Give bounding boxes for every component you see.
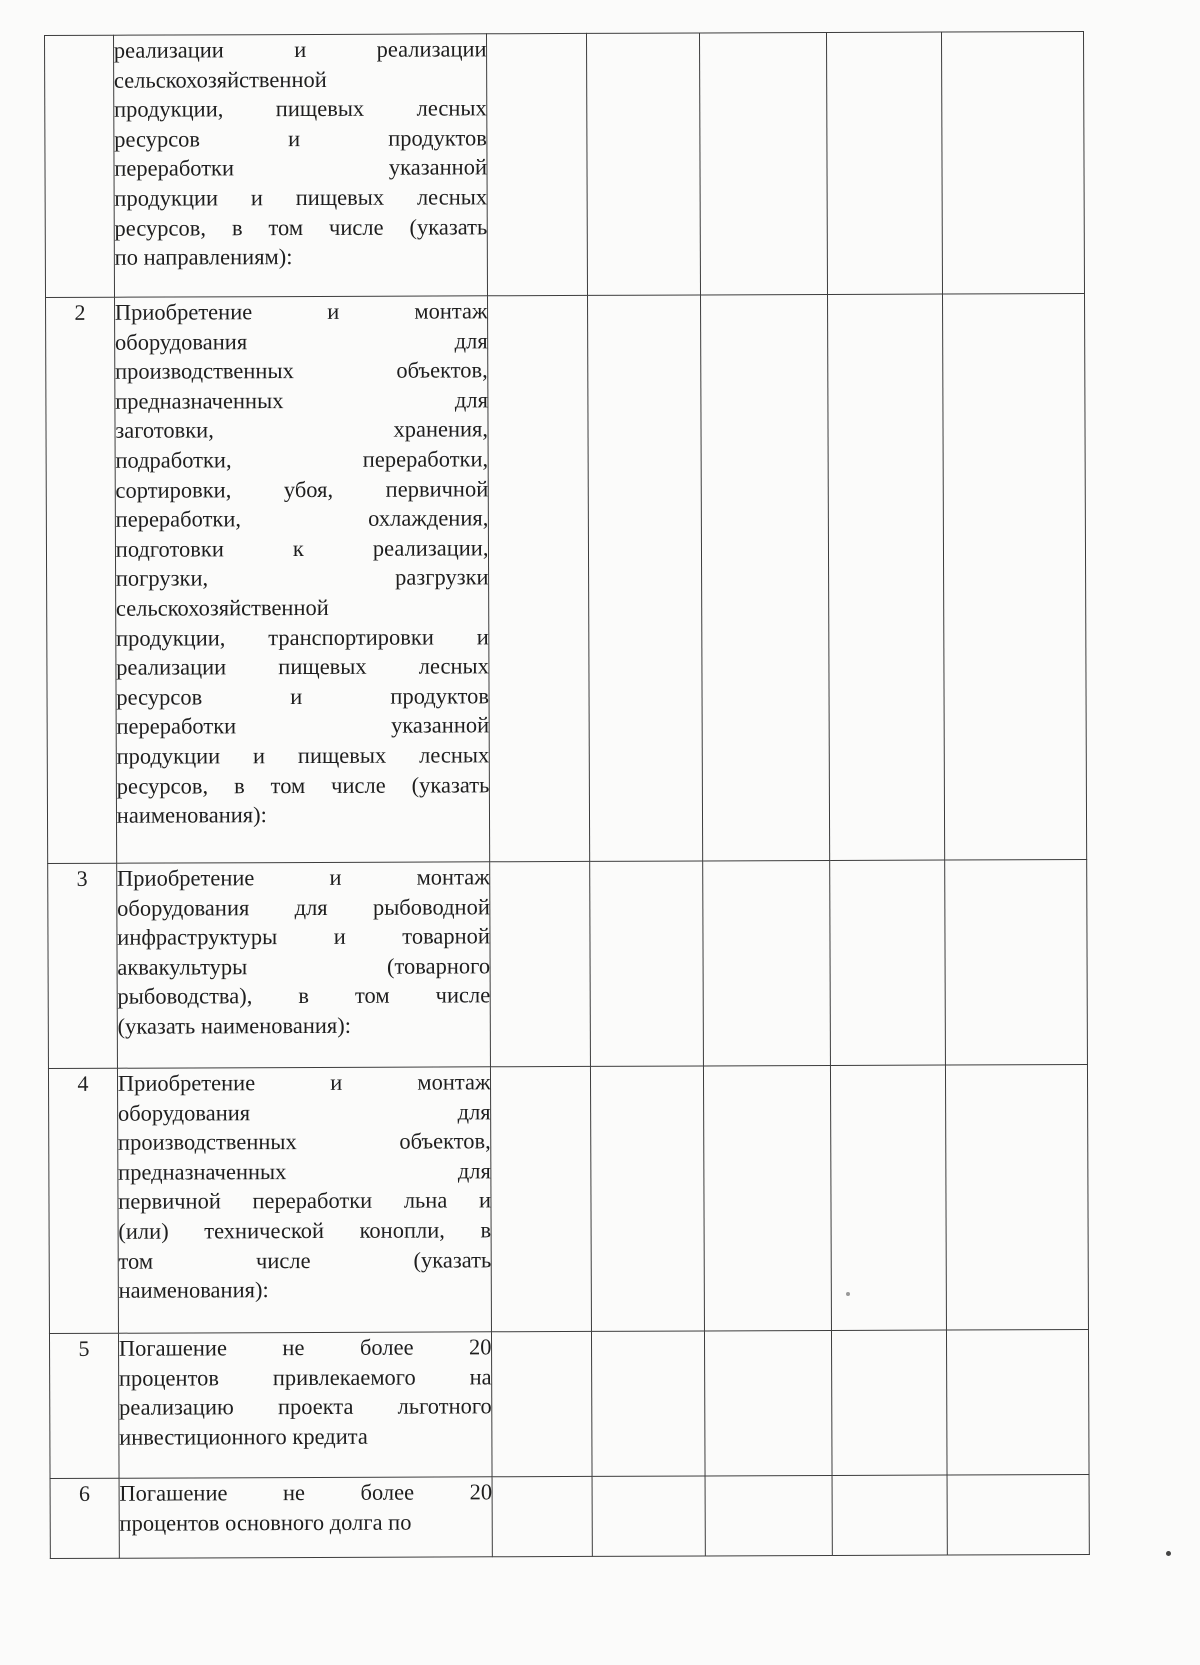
description-line: продукции и пищевых лесных bbox=[116, 742, 490, 769]
row-number: 6 bbox=[50, 1478, 119, 1558]
scan-speck bbox=[1166, 1551, 1171, 1556]
description-line: заготовки, хранения, bbox=[115, 416, 489, 444]
description-line: ресурсов и продуктов bbox=[116, 683, 490, 710]
description-line: предназначенных для bbox=[115, 387, 488, 414]
description-line: предназначенных для bbox=[118, 1158, 491, 1185]
empty-value-cell bbox=[827, 32, 943, 294]
empty-value-cell bbox=[947, 1329, 1089, 1475]
description-line: Погашение не более 20 bbox=[118, 1334, 492, 1361]
empty-value-cell bbox=[704, 1330, 832, 1475]
table-row bbox=[46, 294, 1087, 864]
description-line: сортировки, убоя, первичной bbox=[115, 475, 489, 503]
description-line: продукции, транспортировки и bbox=[116, 623, 489, 651]
empty-value-cell bbox=[488, 295, 590, 861]
table-row bbox=[48, 860, 1088, 1069]
table-row bbox=[48, 1065, 1088, 1334]
empty-value-cell bbox=[587, 33, 701, 295]
empty-value-cell bbox=[492, 1331, 592, 1476]
description-line: том числе (указать bbox=[118, 1246, 492, 1274]
row-description bbox=[118, 1332, 492, 1478]
empty-value-cell bbox=[830, 860, 946, 1065]
description-line: подработки, переработки, bbox=[115, 446, 489, 473]
row-number: 2 bbox=[46, 297, 117, 863]
empty-value-cell bbox=[491, 1066, 592, 1331]
description-line: ресурсов, в том числе (указать bbox=[116, 771, 490, 799]
empty-value-cell bbox=[703, 1065, 831, 1330]
empty-value-cell bbox=[832, 1330, 948, 1475]
description-line: Приобретение и монтаж bbox=[114, 298, 488, 325]
description-line: оборудования для bbox=[117, 1098, 491, 1126]
description-line: производственных объектов, bbox=[117, 1128, 491, 1155]
empty-value-cell bbox=[590, 861, 704, 1066]
description-line: ресурсов, в том числе (указать bbox=[114, 213, 488, 241]
empty-value-cell bbox=[947, 1474, 1089, 1555]
description-line: реализацию проекта льготного bbox=[119, 1393, 492, 1420]
description-line: оборудования для bbox=[114, 327, 488, 355]
description-line: переработки указанной bbox=[116, 712, 490, 740]
description-line: Погашение не более 20 bbox=[119, 1479, 493, 1506]
empty-value-cell bbox=[490, 861, 590, 1066]
empty-value-cell bbox=[945, 860, 1088, 1066]
empty-value-cell bbox=[828, 294, 945, 860]
description-line: первичной переработки льна и bbox=[118, 1187, 492, 1215]
description-line: наименования): bbox=[116, 802, 267, 828]
description-line: наименования): bbox=[118, 1277, 269, 1303]
empty-value-cell bbox=[700, 294, 829, 860]
table-body bbox=[45, 32, 1090, 1559]
description-line: рыбоводства), в том числе bbox=[117, 982, 491, 1010]
description-line: оборудования для рыбоводной bbox=[117, 893, 490, 921]
description-line: переработки указанной bbox=[114, 154, 488, 182]
description-line: (указать наименования): bbox=[117, 1012, 352, 1039]
empty-value-cell bbox=[946, 1065, 1089, 1331]
empty-value-cell bbox=[942, 32, 1085, 295]
row-number: 5 bbox=[49, 1333, 118, 1478]
row-number: 3 bbox=[48, 863, 118, 1068]
investment-costs-table bbox=[44, 31, 1090, 1559]
description-line: инвестиционного кредита bbox=[119, 1423, 368, 1450]
row-description bbox=[119, 1477, 493, 1558]
empty-value-cell bbox=[703, 860, 831, 1065]
description-line: ресурсов и продуктов bbox=[114, 125, 487, 152]
table-row bbox=[49, 1329, 1089, 1478]
description-line: сельскохозяйственной bbox=[113, 66, 327, 93]
empty-value-cell bbox=[699, 32, 827, 294]
description-line: подготовки к реализации, bbox=[115, 535, 489, 562]
description-line: аквакультуры (товарного bbox=[117, 953, 491, 980]
description-line: реализации пищевых лесных bbox=[116, 653, 489, 680]
description-line: реализации и реализации bbox=[113, 36, 487, 63]
description-line: Приобретение и монтаж bbox=[117, 1069, 491, 1096]
description-line: продукции и пищевых лесных bbox=[114, 184, 488, 211]
empty-value-cell bbox=[832, 1475, 947, 1555]
row-description bbox=[117, 1067, 492, 1333]
description-line: (или) технической конопли, в bbox=[118, 1217, 492, 1244]
empty-value-cell bbox=[943, 294, 1087, 861]
description-line: Приобретение и монтаж bbox=[116, 864, 490, 891]
row-number: 4 bbox=[48, 1068, 118, 1333]
description-line: продукции, пищевых лесных bbox=[114, 95, 487, 122]
table-row bbox=[50, 1474, 1089, 1558]
empty-value-cell bbox=[592, 1331, 705, 1476]
empty-value-cell bbox=[705, 1475, 833, 1555]
description-line: производственных объектов, bbox=[115, 357, 488, 384]
description-line: сельскохозяйственной bbox=[115, 594, 329, 621]
description-line: по направлениям): bbox=[114, 244, 293, 270]
row-description bbox=[114, 296, 490, 863]
scan-speck bbox=[846, 1292, 850, 1296]
empty-value-cell bbox=[592, 1476, 705, 1556]
empty-value-cell bbox=[591, 1066, 705, 1331]
row-description bbox=[116, 862, 490, 1068]
description-line: процентов основного долга по bbox=[119, 1509, 412, 1536]
description-line: переработки, охлаждения, bbox=[115, 505, 489, 532]
empty-value-cell bbox=[487, 33, 588, 295]
description-line: процентов привлекаемого на bbox=[118, 1363, 492, 1391]
empty-value-cell bbox=[831, 1065, 947, 1330]
row-description bbox=[113, 34, 488, 297]
table-row bbox=[45, 32, 1085, 298]
description-line: погрузки, разгрузки bbox=[115, 564, 489, 592]
empty-value-cell bbox=[493, 1476, 593, 1556]
empty-value-cell bbox=[588, 295, 703, 861]
description-line: инфраструктуры и товарной bbox=[117, 923, 490, 950]
row-number bbox=[45, 35, 115, 297]
